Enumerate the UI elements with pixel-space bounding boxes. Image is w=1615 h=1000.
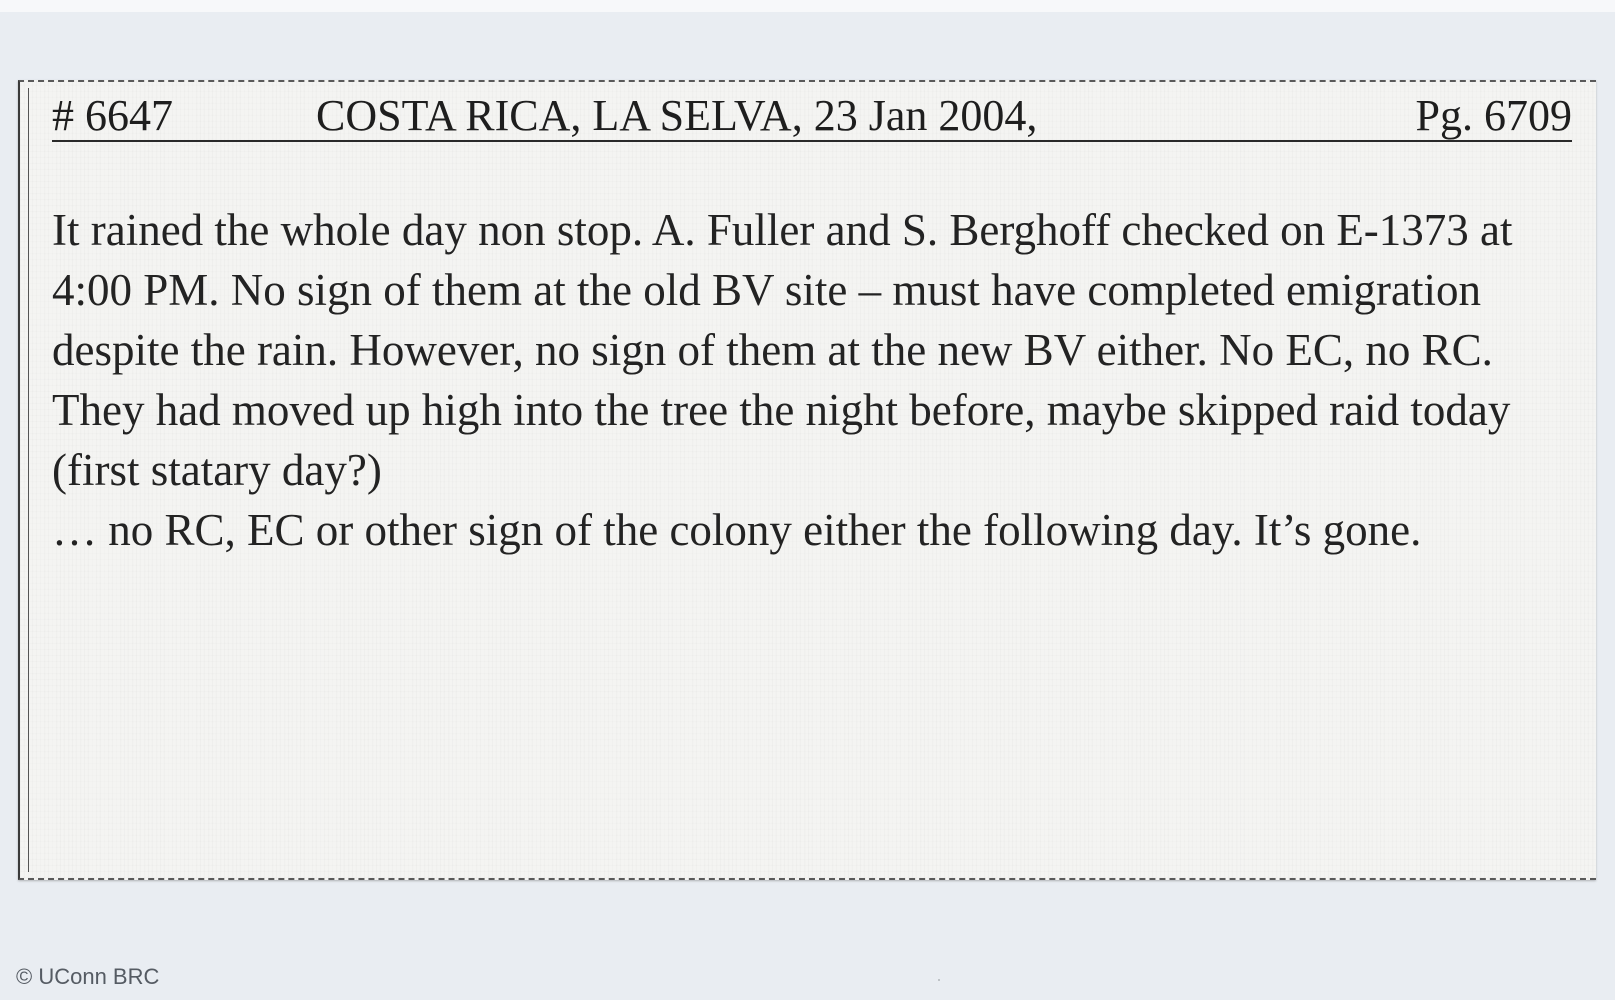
field-note-card: [18, 80, 1596, 880]
note-paragraph-2: … no RC, EC or other sign of the colony either the following day. It’s gone.: [52, 505, 1422, 555]
record-number: # 6647: [52, 91, 173, 140]
dust-speck: [938, 979, 940, 981]
copyright-credit: © UConn BRC: [16, 964, 160, 989]
page-number: Pg. 6709: [1415, 91, 1572, 140]
card-header: [52, 92, 1572, 142]
note-body: [52, 200, 1562, 560]
top-margin: [0, 0, 1615, 12]
location-date: COSTA RICA, LA SELVA, 23 Jan 2004,: [316, 91, 1038, 140]
note-paragraph-1: It rained the whole day non stop. A. Fuller and S. Berghoff checked on E-1373 at 4:00 PM. No sign of them at the old BV site – must have completed emigration despite the rain. However, no sign of them at the new BV either. No EC, no RC. They had moved up high into the tree the night before, maybe skipped raid today (first statary day?): [52, 205, 1513, 495]
